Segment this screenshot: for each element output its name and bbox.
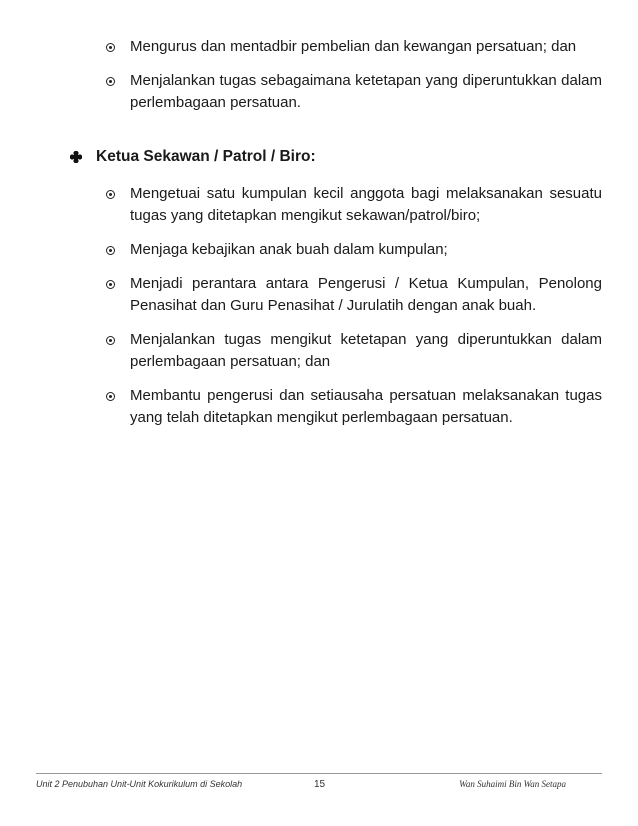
list-item-text: Mengetuai satu kumpulan kecil anggota bagi melaksanakan sesuatu tugas yang ditetapkan mengikut sekawan/patrol/biro; [130, 185, 602, 224]
section-heading-text: Ketua Sekawan / Patrol / Biro: [96, 148, 316, 165]
circled-dot-icon [106, 273, 120, 295]
list-item-text: Mengurus dan mentadbir pembelian dan kewangan persatuan; dan [130, 38, 577, 55]
list-item [106, 329, 602, 373]
list-item-text: Menjadi perantara antara Pengerusi / Ketua Kumpulan, Penolong Penasihat dan Guru Penasihat / Jurulatih dengan anak buah. [130, 275, 602, 314]
circled-dot-icon [106, 183, 120, 205]
circled-dot-icon [106, 329, 120, 351]
circled-dot-icon [106, 36, 120, 58]
list-item [106, 239, 602, 261]
footer-unit-title: Unit 2 Penubuhan Unit-Unit Kokurikulum di Sekolah [36, 779, 243, 789]
footer-divider [36, 773, 602, 774]
list-item-text: Menjalankan tugas sebagaimana ketetapan yang diperuntukkan dalam perlembagaan persatuan. [130, 72, 602, 111]
circled-dot-icon [106, 70, 120, 92]
list-item [106, 36, 602, 58]
flower-bullet-icon [70, 151, 96, 163]
section-bullet-list [106, 183, 602, 441]
footer-author: Wan Suhaimi Bin Wan Setapa [459, 779, 566, 789]
circled-dot-icon [106, 385, 120, 407]
page-footer [36, 779, 602, 793]
list-item-text: Menjaga kebajikan anak buah dalam kumpulan; [130, 241, 448, 258]
section-heading [70, 148, 316, 166]
list-item [106, 70, 602, 114]
list-item [106, 385, 602, 429]
circled-dot-icon [106, 239, 120, 261]
list-item-text: Membantu pengerusi dan setiausaha persatuan melaksanakan tugas yang telah ditetapkan mengikut perlembagaan persatuan. [130, 387, 602, 426]
top-bullet-list [106, 36, 602, 126]
list-item-text: Menjalankan tugas mengikut ketetapan yang diperuntukkan dalam perlembagaan persatuan; dan [130, 331, 602, 370]
page-number: 15 [314, 779, 326, 790]
list-item [106, 273, 602, 317]
list-item [106, 183, 602, 227]
